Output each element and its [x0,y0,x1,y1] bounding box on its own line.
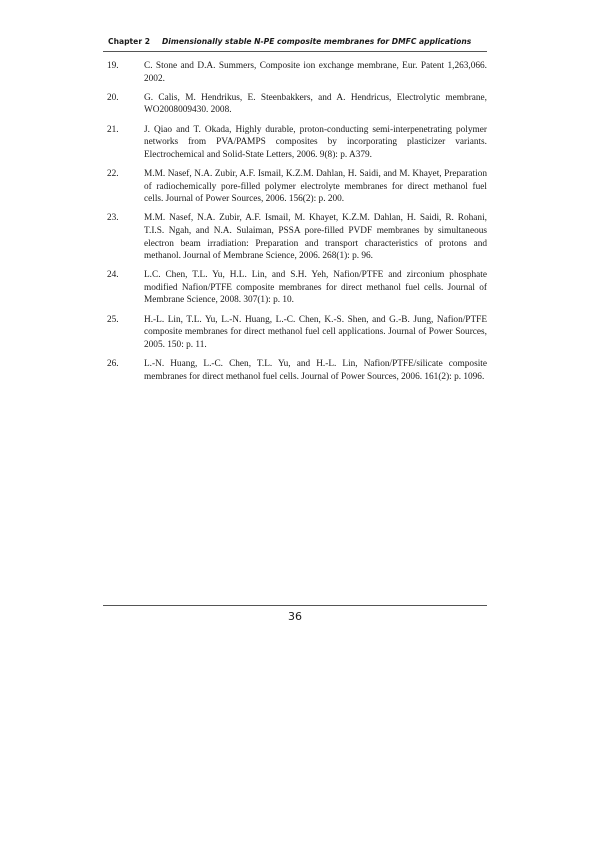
reference-number: 24. [107,270,119,281]
reference-text: M.M. Nasef, N.A. Zubir, A.F. Ismail, K.Z.M. Dahlan, H. Saidi, and M. Khayet, Preparation of radiochemically pore-filled polymer electrolyte membranes for direct methanol fuel cells. Journal of Power Sources, 2006. 156(2): p. 200. [144,168,487,205]
reference-item [103,168,487,206]
reference-text: M.M. Nasef, N.A. Zubir, A.F. Ismail, M. Khayet, K.Z.M. Dahlan, H. Saidi, R. Rohani, T.I.S. Ngah, and N.A. Sulaiman, PSSA pore-filled PVDF membranes by simultaneous electron beam irradiation: Preparation and transport characteristics of protons and methanol. Journal of Membrane Science, 2006. 268(1): p. 96. [144,213,487,262]
reference-number: 22. [107,168,119,179]
reference-text: L.-N. Huang, L.-C. Chen, T.L. Yu, and H.-L. Lin, Nafion/PTFE/silicate composite membranes for direct methanol fuel cells. Journal of Power Sources, 2006. 161(2): p. 1096. [144,359,487,382]
reference-number: 19. [107,61,119,71]
chapter-title: Dimensionally stable N-PE composite membranes for DMFC applications [162,37,472,46]
reference-number: 25. [107,314,119,325]
reference-text: L.C. Chen, T.L. Yu, H.L. Lin, and S.H. Yeh, Nafion/PTFE and zirconium phosphate modified Nafion/PTFE composite membranes for direct methanol fuel cells. Journal of Membrane Science, 2008. 307(1): p. 10. [144,270,487,306]
reference-list [103,60,487,390]
footer-rule [103,605,487,606]
reference-number: 23. [107,213,119,224]
reference-item [103,124,487,162]
reference-text: H.-L. Lin, T.L. Yu, L.-N. Huang, L.-C. Chen, K.-S. Shen, and G.-B. Jung, Nafion/PTFE composite membranes for direct methanol fuel cell applications. Journal of Power Sources, 2005. 150: p. 11. [144,314,487,350]
chapter-label: Chapter 2 [108,37,150,46]
reference-number: 20. [107,92,119,103]
reference-number: 21. [107,124,119,135]
reference-item [103,212,487,262]
reference-number: 26. [107,359,119,370]
reference-item [103,92,487,117]
header-rule [103,51,487,52]
page-number: 36 [288,610,302,623]
reference-item [103,314,487,352]
reference-text: C. Stone and D.A. Summers, Composite ion exchange membrane, Eur. Patent 1,263,066. 2002. [144,61,487,84]
reference-item [103,60,487,85]
running-header [104,37,486,46]
reference-item [103,269,487,307]
reference-text: G. Calis, M. Hendrikus, E. Steenbakkers, and A. Hendricus, Electrolytic membrane, WO2008009430. 2008. [144,92,487,116]
reference-item [103,358,487,383]
reference-text: J. Qiao and T. Okada, Highly durable, proton-conducting semi-interpenetrating polymer networks from PVA/PAMPS composites by incorporating plasticizer variants. Electrochemical and Solid-State Letters, 2006. 9(8): p. A379. [144,124,487,160]
